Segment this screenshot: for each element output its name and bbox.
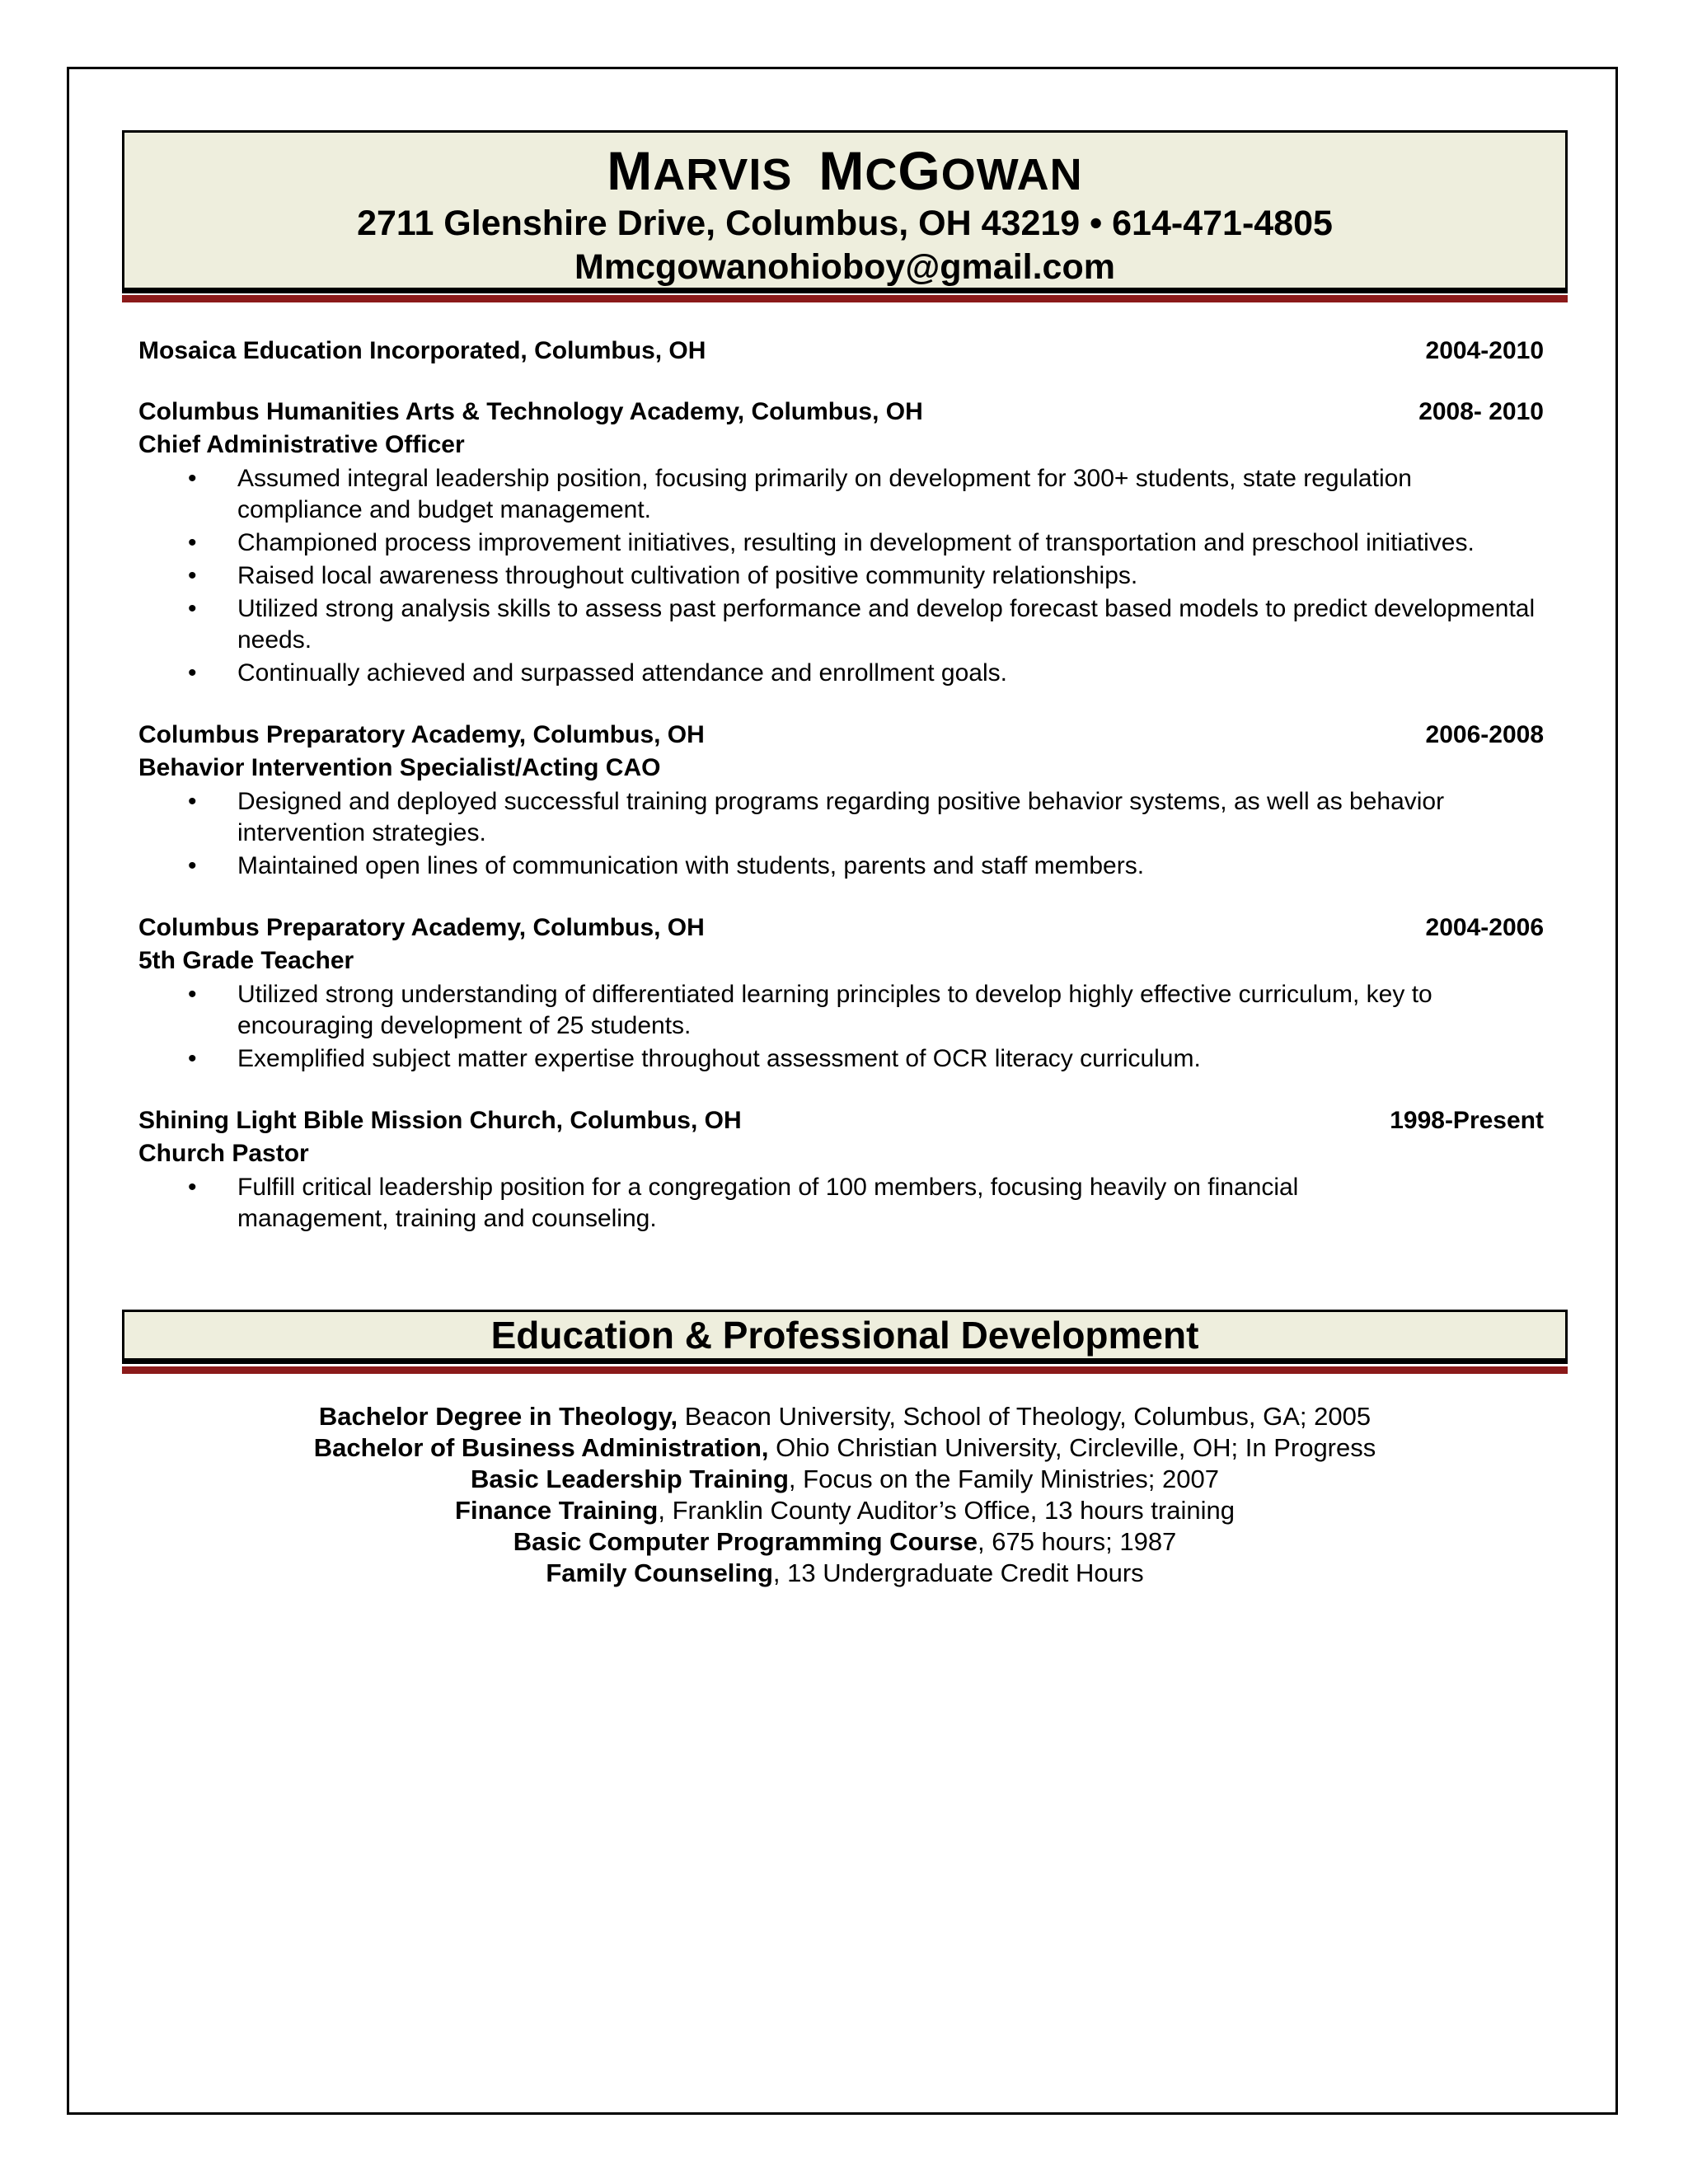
- job-dates: 1998-Present: [1390, 1107, 1544, 1134]
- section-title: Education & Professional Development: [490, 1314, 1199, 1357]
- job-dates: 2004-2010: [1425, 337, 1544, 364]
- job-role: Chief Administrative Officer: [138, 431, 465, 458]
- education-banner: [122, 1310, 1568, 1361]
- job-org: Columbus Humanities Arts & Technology Academy, Columbus, OH: [138, 398, 923, 425]
- job-role: Behavior Intervention Specialist/Acting CAO: [138, 754, 661, 781]
- list-item: • Raised local awareness throughout cultivation of positive community relationships.: [237, 560, 1544, 592]
- list-item: • Maintained open lines of communication with students, parents and staff members.: [237, 851, 1544, 882]
- job-dates: 2006-2008: [1425, 721, 1544, 748]
- list-item: • Championed process improvement initiatives, resulting in development of transportation and preschool initiatives.: [237, 527, 1544, 559]
- education-divider-thick: [122, 1366, 1568, 1374]
- job-dates: 2008- 2010: [1418, 398, 1544, 425]
- list-item: • Continually achieved and surpassed attendance and enrollment goals.: [237, 658, 1544, 689]
- job-bullets: [138, 463, 1544, 689]
- job-role: Church Pastor: [138, 1140, 309, 1167]
- job-org: Mosaica Education Incorporated, Columbus, OH: [138, 337, 706, 364]
- education-item: Bachelor Degree in Theology, Beacon University, School of Theology, Columbus, GA; 2005: [318, 1402, 1372, 1431]
- list-item: • Exemplified subject matter expertise throughout assessment of OCR literacy curriculum.: [237, 1043, 1544, 1075]
- job-role: 5th Grade Teacher: [138, 947, 354, 974]
- education-item: Finance Training, Franklin County Auditor’s Office, 13 hours training: [455, 1496, 1235, 1525]
- email-address: Mmcgowanohioboy@gmail.com: [574, 247, 1115, 287]
- job-dates: 2004-2006: [1425, 914, 1544, 941]
- education-divider-thin: [122, 1361, 1568, 1364]
- list-item: • Fulfill critical leadership position for a congregation of 100 members, focusing heavily on financial management, training and counseling.: [237, 1172, 1544, 1235]
- job-org: Columbus Preparatory Academy, Columbus, OH: [138, 721, 705, 748]
- contact-line: 2711 Glenshire Drive, Columbus, OH 43219 • 614-471-4805: [357, 204, 1333, 243]
- education-item: Family Counseling, 13 Undergraduate Credit Hours: [546, 1558, 1144, 1587]
- education-list: [122, 1401, 1568, 1589]
- header-divider-thick: [122, 295, 1568, 302]
- job-entry: [138, 335, 1544, 368]
- job-org: Columbus Preparatory Academy, Columbus, OH: [138, 914, 705, 941]
- candidate-name: MARVIS MCGOWAN: [607, 140, 1083, 201]
- job-bullets: [138, 786, 1544, 882]
- header-divider-thin: [122, 290, 1568, 293]
- list-item: • Utilized strong understanding of differentiated learning principles to develop highly effective curriculum, key to encouraging development of 25 students.: [237, 979, 1544, 1042]
- header-banner: [122, 130, 1568, 290]
- job-entry: [138, 1104, 1544, 1235]
- list-item: • Utilized strong analysis skills to assess past performance and develop forecast based models to predict developmental needs.: [237, 593, 1544, 656]
- list-item: • Assumed integral leadership position, focusing primarily on development for 300+ students, state regulation compliance and budget management.: [237, 463, 1544, 526]
- job-bullets: [138, 979, 1544, 1075]
- job-bullets: [138, 1172, 1544, 1235]
- list-item: • Designed and deployed successful training programs regarding positive behavior systems, as well as behavior intervention strategies.: [237, 786, 1544, 849]
- job-entry: [138, 396, 1544, 689]
- job-entry: [138, 719, 1544, 882]
- job-org: Shining Light Bible Mission Church, Columbus, OH: [138, 1107, 742, 1134]
- job-entry: [138, 912, 1544, 1075]
- experience-section: [138, 335, 1544, 1236]
- education-item: Basic Computer Programming Course, 675 hours; 1987: [513, 1527, 1177, 1556]
- education-item: Basic Leadership Training, Focus on the Family Ministries; 2007: [471, 1465, 1219, 1493]
- education-item: Bachelor of Business Administration, Ohio Christian University, Circleville, OH; In Progress: [313, 1433, 1376, 1462]
